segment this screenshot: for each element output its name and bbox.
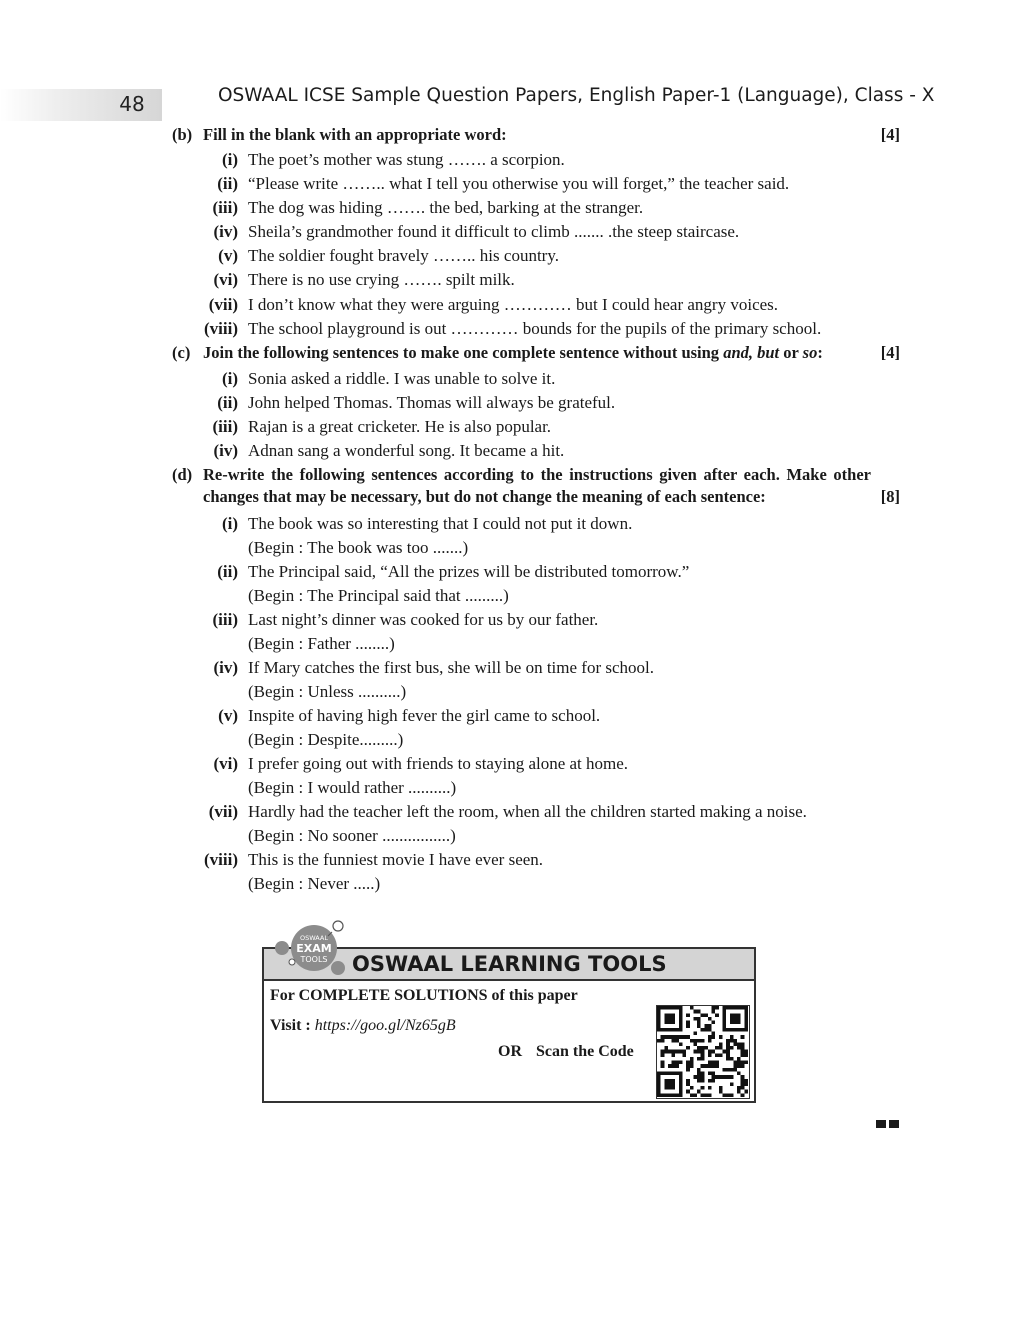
qr-module — [675, 1035, 679, 1039]
qr-module — [697, 1090, 701, 1094]
qr-module — [672, 1053, 676, 1057]
section-d-heading — [172, 464, 902, 508]
qr-module — [697, 1068, 701, 1072]
qr-module — [701, 1072, 705, 1076]
item-number: (ii) — [217, 174, 238, 193]
qr-module — [701, 1013, 705, 1017]
item-text: “Please write …….. what I tell you otherwise you will forget,” the teacher said. — [248, 174, 790, 193]
qr-module — [730, 1039, 734, 1043]
qr-module — [719, 1035, 723, 1039]
item-instruction: (Begin : No sooner ................) — [248, 826, 456, 845]
qr-module — [675, 1064, 679, 1068]
item-number: (i) — [221, 514, 238, 533]
qr-module — [697, 1072, 701, 1076]
qr-module — [690, 1006, 694, 1010]
qr-module — [708, 1079, 712, 1083]
qr-module — [737, 1061, 741, 1065]
qr-module — [664, 1079, 675, 1090]
qr-module — [744, 1090, 748, 1094]
qr-module — [704, 1013, 708, 1017]
qr-module — [701, 1050, 705, 1054]
section-instruction: Fill in the blank with an appropriate word: — [203, 125, 507, 144]
qr-module — [708, 1035, 712, 1039]
section-marks: [4] — [880, 125, 900, 144]
solutions-link[interactable]: https://goo.gl/Nz65gB — [314, 1017, 456, 1034]
qr-module — [679, 1042, 683, 1046]
qr-module — [737, 1042, 741, 1046]
qr-module — [726, 1050, 730, 1054]
item-number: (v) — [218, 246, 238, 265]
instruction-emphasis: and, but — [723, 343, 780, 362]
item-text: Hardly had the teacher left the room, when all the children started making a noise. — [248, 802, 807, 821]
item-text: The book was so interesting that I could not put it down. — [248, 514, 633, 533]
qr-module — [701, 1039, 705, 1043]
qr-module — [726, 1075, 730, 1079]
qr-module — [708, 1086, 712, 1090]
qr-module — [744, 1082, 748, 1086]
qr-module — [704, 1093, 708, 1097]
item-number: (viii) — [204, 850, 238, 869]
qr-module — [726, 1068, 730, 1072]
qr-module — [693, 1010, 697, 1014]
logo-text-top: OSWAAL — [299, 934, 329, 942]
qr-module — [679, 1061, 683, 1065]
qr-module — [672, 1035, 676, 1039]
qr-module — [697, 1024, 701, 1028]
qr-module — [690, 1093, 694, 1097]
section-marks: [4] — [880, 343, 900, 362]
qr-module — [661, 1061, 665, 1065]
item-text: The soldier fought bravely …….. his country. — [248, 246, 559, 265]
item-number: (ii) — [217, 393, 238, 412]
qr-module — [679, 1035, 683, 1039]
item-instruction: (Begin : Father ........) — [248, 634, 395, 653]
qr-module — [712, 1035, 716, 1039]
item-number: (i) — [221, 369, 238, 388]
qr-module — [730, 1046, 734, 1050]
item-number: (v) — [218, 706, 238, 725]
qr-module — [730, 1075, 734, 1079]
qr-module — [664, 1050, 668, 1054]
qr-code-graphic — [657, 1006, 748, 1097]
visit-label: Visit : — [270, 1017, 311, 1034]
qr-module — [668, 1064, 672, 1068]
qr-module — [708, 1093, 712, 1097]
item-text: Adnan sang a wonderful song. It became a hit. — [248, 441, 565, 460]
item-number: (iv) — [213, 222, 238, 241]
qr-module — [701, 1093, 705, 1097]
item-text: There is no use crying ……. spilt milk. — [248, 270, 515, 289]
qr-module — [741, 1075, 745, 1079]
qr-module — [723, 1068, 727, 1072]
qr-module — [668, 1035, 672, 1039]
qr-module — [719, 1042, 723, 1046]
qr-module — [730, 1057, 734, 1061]
qr-module — [661, 1053, 665, 1057]
item-instruction: (Begin : The Principal said that .........) — [248, 586, 509, 605]
qr-module — [737, 1064, 741, 1068]
qr-module — [682, 1053, 686, 1057]
qr-module — [741, 1064, 745, 1068]
qr-module — [741, 1061, 745, 1065]
qr-module — [733, 1068, 737, 1072]
section-label: (c) — [172, 343, 191, 362]
section-instruction: Re-write the following sentences according to the instructions given after each. Make other changes that may be necessary, but do not change the meaning of each sentence: — [203, 465, 871, 506]
qr-module — [712, 1050, 716, 1054]
qr-module — [672, 1064, 676, 1068]
qr-module — [733, 1042, 737, 1046]
qr-module — [690, 1064, 694, 1068]
qr-module — [733, 1061, 737, 1065]
qr-module — [712, 1031, 716, 1035]
qr-module — [697, 1046, 701, 1050]
qr-module — [708, 1017, 712, 1021]
qr-module — [712, 1079, 716, 1083]
qr-module — [741, 1086, 745, 1090]
qr-module — [664, 1013, 675, 1024]
qr-module — [741, 1035, 745, 1039]
qr-module — [701, 1086, 705, 1090]
qr-module — [726, 1057, 730, 1061]
qr-module — [697, 1057, 701, 1061]
scan-line — [498, 1043, 634, 1061]
qr-module — [693, 1042, 697, 1046]
qr-module — [690, 1086, 694, 1090]
qr-module — [719, 1046, 723, 1050]
qr-module — [723, 1093, 727, 1097]
qr-module — [690, 1061, 694, 1065]
item-number: (vi) — [213, 270, 238, 289]
qr-module — [708, 1024, 712, 1028]
qr-module — [737, 1057, 741, 1061]
qr-module — [719, 1053, 723, 1057]
item-text: Inspite of having high fever the girl came to school. — [248, 706, 601, 725]
item-text: Last night’s dinner was cooked for us by our father. — [248, 610, 599, 629]
qr-module — [690, 1039, 694, 1043]
qr-module — [661, 1039, 665, 1043]
qr-module — [715, 1075, 719, 1079]
qr-module — [708, 1028, 712, 1032]
end-of-page-marker — [876, 1115, 902, 1133]
qr-module — [737, 1090, 741, 1094]
qr-module — [715, 1064, 719, 1068]
item-number: (vii) — [208, 802, 238, 821]
qr-module — [730, 1093, 734, 1097]
qr-module — [686, 1024, 690, 1028]
qr-module — [726, 1046, 730, 1050]
qr-module — [708, 1061, 712, 1065]
qr-module — [701, 1028, 705, 1032]
qr-module — [741, 1050, 745, 1054]
logo-text-bottom: TOOLS — [300, 955, 328, 964]
qr-module — [701, 1046, 705, 1050]
qr-module — [715, 1046, 719, 1050]
qr-module — [741, 1046, 745, 1050]
qr-module — [704, 1024, 708, 1028]
qr-module — [686, 1082, 690, 1086]
qr-module — [733, 1064, 737, 1068]
qr-module — [701, 1075, 705, 1079]
qr-module — [719, 1086, 723, 1090]
qr-module — [686, 1013, 690, 1017]
or-label: OR — [498, 1043, 522, 1060]
instruction-text: Join the following sentences to make one complete sentence without using — [203, 343, 724, 362]
item-text: John helped Thomas. Thomas will always be grateful. — [248, 393, 616, 412]
item-number: (viii) — [204, 319, 238, 338]
qr-module — [726, 1053, 730, 1057]
qr-module — [686, 1090, 690, 1094]
qr-module — [686, 1035, 690, 1039]
qr-module — [744, 1079, 748, 1083]
item-text: If Mary catches the first bus, she will be on time for school. — [248, 658, 655, 677]
item-instruction: (Begin : Despite.........) — [248, 730, 404, 749]
qr-module — [744, 1061, 748, 1065]
instruction-emphasis: so — [802, 343, 818, 362]
qr-module — [675, 1039, 679, 1043]
qr-module — [726, 1039, 730, 1043]
qr-module — [697, 1050, 701, 1054]
item-text: This is the funniest movie I have ever seen. — [248, 850, 544, 869]
section-instruction — [203, 342, 871, 364]
qr-module — [701, 1064, 705, 1068]
qr-module — [741, 1082, 745, 1086]
item-number: (vii) — [208, 295, 238, 314]
qr-module — [741, 1093, 745, 1097]
item-number: (iv) — [213, 658, 238, 677]
qr-module — [712, 1021, 716, 1025]
item-number: (vi) — [213, 754, 238, 773]
item-instruction: (Begin : Never .....) — [248, 874, 381, 893]
item-text: Rajan is a great cricketer. He is also popular. — [248, 417, 552, 436]
qr-module — [744, 1050, 748, 1054]
qr-module — [672, 1039, 676, 1043]
qr-module — [712, 1075, 716, 1079]
instruction-text: or — [779, 343, 803, 362]
qr-module — [693, 1017, 697, 1021]
qr-module — [657, 1039, 661, 1043]
qr-module — [726, 1093, 730, 1097]
qr-module — [704, 1046, 708, 1050]
qr-module — [686, 1061, 690, 1065]
qr-module — [726, 1042, 730, 1046]
qr-module — [708, 1039, 712, 1043]
qr-module — [744, 1053, 748, 1057]
qr-module — [661, 1035, 665, 1039]
qr-module — [664, 1035, 668, 1039]
visit-line — [270, 1017, 456, 1035]
qr-module — [733, 1039, 737, 1043]
section-label: (b) — [172, 125, 193, 144]
qr-module — [697, 1079, 701, 1083]
qr-code-icon[interactable] — [656, 1005, 750, 1099]
instruction-text: : — [817, 343, 823, 362]
qr-module — [701, 1057, 705, 1061]
section-label: (d) — [172, 465, 193, 484]
qr-module — [682, 1035, 686, 1039]
qr-module — [715, 1006, 719, 1010]
qr-module — [697, 1075, 701, 1079]
qr-module — [661, 1064, 665, 1068]
qr-module — [708, 1064, 712, 1068]
qr-module — [661, 1050, 665, 1054]
qr-module — [686, 1021, 690, 1025]
learning-tools-title: OSWAAL LEARNING TOOLS — [352, 952, 667, 976]
item-text: The Principal said, “All the prizes will be distributed tomorrow.” — [248, 562, 690, 581]
item-number: (iv) — [213, 441, 238, 460]
item-number: (iii) — [212, 610, 238, 629]
item-number: (iii) — [212, 417, 238, 436]
qr-module — [664, 1046, 668, 1050]
qr-module — [741, 1079, 745, 1083]
qr-module — [697, 1010, 701, 1014]
item-number: (iii) — [212, 198, 238, 217]
qr-module — [708, 1050, 712, 1054]
qr-module — [686, 1064, 690, 1068]
qr-module — [675, 1061, 679, 1065]
page-number: 48 — [119, 92, 145, 116]
qr-module — [668, 1050, 672, 1054]
qr-module — [712, 1064, 716, 1068]
qr-module — [715, 1053, 719, 1057]
qr-module — [730, 1068, 734, 1072]
qr-module — [715, 1061, 719, 1065]
item-number: (ii) — [217, 562, 238, 581]
qr-module — [693, 1050, 697, 1054]
qr-module — [693, 1031, 697, 1035]
qr-module — [723, 1050, 727, 1054]
qr-module — [730, 1035, 734, 1039]
qr-module — [708, 1053, 712, 1057]
solutions-text: For COMPLETE SOLUTIONS of this paper — [270, 987, 578, 1004]
qr-module — [672, 1061, 676, 1065]
qr-module — [675, 1050, 679, 1054]
item-text: Sheila’s grandmother found it difficult to climb ....... .the steep staircase. — [248, 222, 740, 241]
qr-module — [701, 1053, 705, 1057]
qr-module — [682, 1050, 686, 1054]
qr-module — [715, 1013, 719, 1017]
logo-text-mid: EXAM — [296, 942, 332, 955]
qr-module — [737, 1072, 741, 1076]
qr-module — [697, 1039, 701, 1043]
running-title: OSWAAL ICSE Sample Question Papers, English Paper-1 (Language), Class - X — [218, 85, 935, 106]
qr-module — [712, 1061, 716, 1065]
qr-module — [697, 1021, 701, 1025]
qr-module — [712, 1010, 716, 1014]
qr-module — [704, 1064, 708, 1068]
scan-label: Scan the Code — [536, 1043, 634, 1060]
qr-module — [737, 1046, 741, 1050]
qr-module — [712, 1006, 716, 1010]
qr-module — [690, 1057, 694, 1061]
qr-module — [686, 1068, 690, 1072]
item-number: (i) — [221, 150, 238, 169]
qr-module — [672, 1050, 676, 1054]
qr-module — [730, 1013, 741, 1024]
qr-module — [708, 1072, 712, 1076]
qr-module — [693, 1075, 697, 1079]
item-instruction: (Begin : I would rather ..........) — [248, 778, 457, 797]
item-text: The school playground is out ………… bounds for the pupils of the primary school. — [248, 319, 822, 338]
qr-module — [730, 1082, 734, 1086]
qr-module — [697, 1017, 701, 1021]
item-instruction: (Begin : The book was too .......) — [248, 538, 469, 557]
qr-module — [712, 1072, 716, 1076]
qr-module — [704, 1028, 708, 1032]
qr-module — [701, 1079, 705, 1083]
item-text: I don’t know what they were arguing ………… but I could hear angry voices. — [248, 295, 779, 314]
qr-module — [741, 1042, 745, 1046]
qr-module — [737, 1086, 741, 1090]
qr-module — [693, 1093, 697, 1097]
item-text: The poet’s mother was stung ……. a scorpion. — [248, 150, 565, 169]
item-instruction: (Begin : Unless ..........) — [248, 682, 407, 701]
qr-module — [693, 1039, 697, 1043]
qr-module — [723, 1075, 727, 1079]
item-text: The dog was hiding ……. the bed, barking at the stranger. — [248, 198, 644, 217]
oswaal-exam-tools-logo — [270, 918, 360, 980]
qr-module — [741, 1053, 745, 1057]
qr-module — [719, 1090, 723, 1094]
qr-module — [686, 1079, 690, 1083]
qr-module — [686, 1046, 690, 1050]
section-marks: [8] — [880, 487, 900, 506]
item-text: I prefer going out with friends to staying alone at home. — [248, 754, 629, 773]
qr-module — [719, 1075, 723, 1079]
qr-module — [679, 1050, 683, 1054]
item-text: Sonia asked a riddle. I was unable to solve it. — [248, 369, 556, 388]
